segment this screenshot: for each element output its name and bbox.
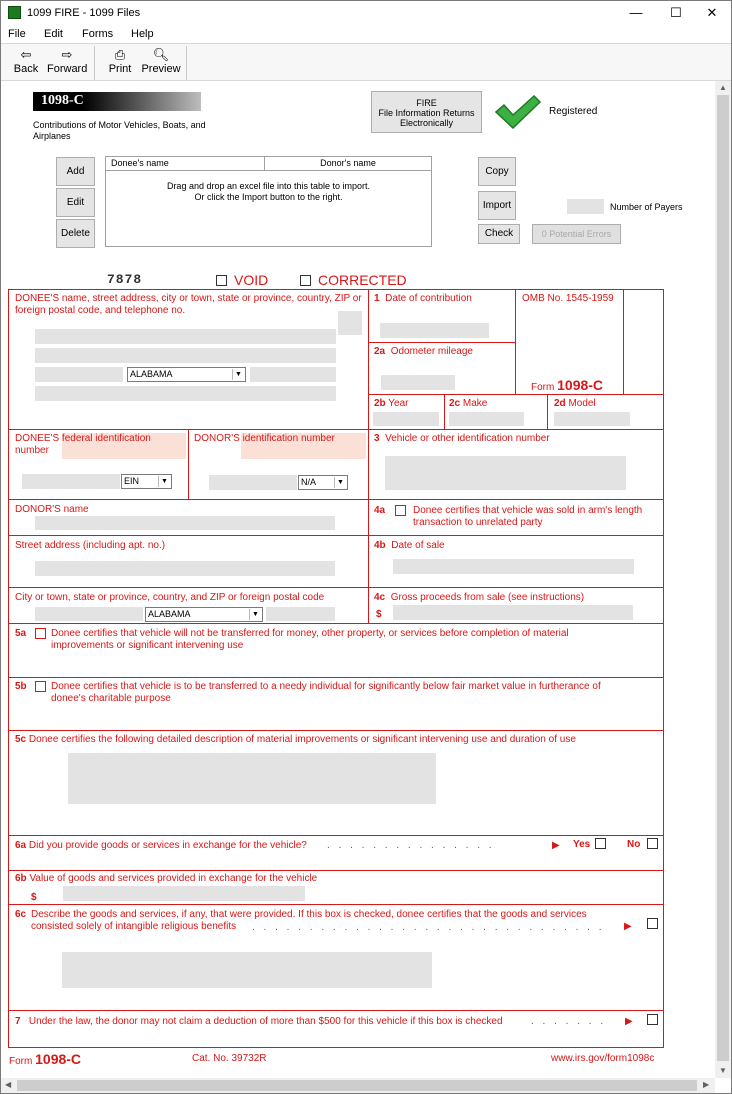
box6a-no-checkbox[interactable] — [647, 838, 658, 849]
form-divider — [8, 677, 664, 678]
form-divider — [8, 499, 664, 500]
street-address-label: Street address (including apt. no.) — [15, 540, 166, 551]
box4b-label — [374, 540, 445, 552]
box5b-text: Donee certifies that vehicle is to be transferred to a needy individual for significantly below fair market value in furtherance of donee's charitable purpose — [51, 681, 601, 704]
form-divider — [8, 1010, 664, 1011]
box5b-checkbox[interactable] — [35, 681, 46, 692]
box4c-dollar: $ — [376, 609, 382, 620]
box5b-number: 5b — [15, 681, 27, 692]
donor-name-input[interactable] — [35, 516, 335, 530]
corrected-checkbox[interactable] — [300, 275, 311, 286]
box5c-text: Donee certifies the following detailed description of material improvements or significant intervening use and duration of use — [28, 734, 576, 745]
date-of-sale-input[interactable] — [393, 559, 634, 574]
app-icon — [8, 6, 21, 19]
form-divider — [368, 289, 369, 588]
box6c-checkbox[interactable] — [647, 918, 658, 929]
form-divider — [8, 587, 664, 588]
printer-icon: ⎙ — [114, 47, 126, 62]
column-header-donee[interactable]: Donee's name — [106, 157, 265, 171]
preview-magnifier-icon: 🔍︎ — [152, 47, 170, 62]
box2d-text: Model — [568, 398, 596, 409]
void-checkbox[interactable] — [216, 275, 227, 286]
box5c-label — [15, 734, 576, 746]
vehicle-year-input[interactable] — [373, 412, 439, 426]
fire-button[interactable]: FIRE File Information Returns Electronically — [371, 91, 482, 133]
form-divider — [188, 429, 189, 500]
form-divider — [547, 394, 548, 430]
horizontal-scroll-thumb[interactable] — [17, 1080, 697, 1091]
donor-state-value: ALABAMA — [148, 609, 191, 619]
footer-form-label — [9, 1051, 81, 1067]
form-code: 7878 — [107, 272, 143, 287]
box2b-number: 2b — [374, 398, 386, 409]
form-divider — [623, 289, 624, 395]
box6a-leader-dots: . . . . . . . . . . . . . . . — [327, 840, 495, 851]
donor-zip-input[interactable] — [266, 607, 335, 621]
donee-zip-input[interactable] — [250, 367, 336, 382]
donee-tin-input[interactable] — [22, 474, 120, 489]
scroll-up-icon[interactable]: ▲ — [719, 83, 727, 92]
edit-button[interactable]: Edit — [56, 188, 95, 217]
preview-button[interactable] — [141, 47, 181, 79]
chevron-down-icon: ▼ — [158, 476, 170, 487]
box6a-number: 6a — [15, 840, 27, 851]
donee-name-input[interactable] — [35, 329, 336, 344]
scroll-left-icon[interactable]: ◀ — [5, 1080, 12, 1089]
tin-type-select[interactable] — [121, 474, 172, 489]
box6a-text: Did you provide goods or services in exchange for the vehicle? — [28, 840, 307, 851]
form-divider — [8, 623, 664, 624]
menu-file[interactable]: File — [8, 28, 26, 40]
goods-description-input[interactable] — [62, 952, 432, 988]
donee-lookup-button[interactable] — [338, 311, 362, 335]
table-import-hint: Drag and drop an excel file into this table to import. Or click the Import button to the right. — [166, 181, 371, 202]
back-button[interactable] — [9, 47, 43, 79]
box4a-number: 4a — [374, 505, 386, 516]
form-word: Form — [531, 382, 555, 393]
form-divider — [8, 535, 664, 536]
print-label: Print — [108, 63, 132, 75]
preview-label: Preview — [141, 63, 181, 75]
no-label: No — [627, 839, 641, 850]
box2b-text: Year — [388, 398, 409, 409]
back-arrow-icon: ⇦ — [20, 47, 32, 62]
corrected-label: CORRECTED — [318, 272, 407, 288]
date-of-contribution-input[interactable] — [380, 323, 489, 338]
arrow-right-icon: ▶ — [625, 1016, 633, 1027]
form-number-label — [531, 377, 603, 393]
chevron-down-icon: ▼ — [232, 369, 244, 380]
registered-checkmark-icon — [494, 94, 542, 130]
donor-id-type-value: N/A — [301, 477, 317, 487]
box4a-text: Donee certifies that vehicle was sold in arm's length transaction to unrelated party — [413, 505, 643, 528]
records-table[interactable] — [105, 156, 432, 247]
box7-label — [15, 1016, 503, 1028]
toolbar-separator — [186, 46, 187, 80]
donee-tin-label: DONEE'S federal identification number — [15, 433, 151, 456]
box6a-yes-checkbox[interactable] — [595, 838, 606, 849]
donee-address-input[interactable] — [35, 348, 336, 363]
menu-help[interactable]: Help — [131, 28, 154, 40]
form-divider — [8, 429, 664, 430]
box6a-label — [15, 840, 307, 852]
omb-number: OMB No. 1545-1959 — [522, 293, 614, 304]
form-type-tag: 1098-C — [33, 92, 201, 111]
box4b-number: 4b — [374, 540, 386, 551]
close-button[interactable]: ✕ — [706, 5, 718, 20]
vertical-scrollbar[interactable] — [715, 81, 731, 1078]
improvements-description-input[interactable] — [68, 753, 436, 804]
toolbar-separator — [94, 46, 95, 80]
box6b-text: Value of goods and services provided in exchange for the vehicle — [29, 873, 318, 884]
box1-text: Date of contribution — [385, 293, 472, 304]
box2c-text: Make — [462, 398, 488, 409]
gross-proceeds-input[interactable] — [393, 605, 633, 620]
box1-label — [374, 293, 472, 305]
footer-form-number: 1098-C — [35, 1051, 82, 1067]
donee-state-select[interactable] — [127, 367, 246, 382]
donor-id-type-select[interactable] — [298, 475, 348, 490]
donee-state-value: ALABAMA — [130, 369, 173, 379]
box5a-text: Donee certifies that vehicle will not be transferred for money, other property, or services before completion of material improvements or significant intervening use — [51, 628, 569, 651]
box3-number: 3 — [374, 433, 380, 444]
title-bar — [1, 1, 731, 25]
vertical-scroll-thumb[interactable] — [717, 95, 729, 1061]
box4b-text: Date of sale — [391, 540, 445, 551]
maximize-button[interactable]: ☐ — [670, 5, 682, 20]
box4a-checkbox[interactable] — [395, 505, 406, 516]
box7-number: 7 — [15, 1016, 21, 1027]
form-divider — [8, 870, 664, 871]
goods-value-input[interactable] — [63, 886, 305, 901]
add-button[interactable]: Add — [56, 157, 95, 186]
irs-url[interactable]: www.irs.gov/form1098c — [551, 1053, 655, 1064]
toolbar — [1, 43, 731, 81]
box2d-number: 2d — [554, 398, 566, 409]
box1-number: 1 — [374, 293, 380, 304]
chevron-down-icon: ▼ — [334, 477, 346, 488]
box2b-label — [374, 398, 409, 410]
box6b-dollar: $ — [31, 892, 37, 903]
form-divider — [368, 587, 369, 624]
box6c-text: Describe the goods and services, if any, that were provided. If this box is checked, donee certifies that the goods and services consisted solely of intangible religious benefits — [31, 909, 587, 932]
potential-errors-button[interactable]: 0 Potential Errors — [532, 224, 621, 244]
number-of-payers-label: Number of Payers — [610, 202, 683, 212]
form-divider — [8, 904, 664, 905]
donor-name-label: DONOR'S name — [15, 504, 89, 515]
catalog-number: Cat. No. 39732R — [192, 1053, 267, 1064]
minimize-button[interactable]: — — [629, 5, 643, 20]
box5a-number: 5a — [15, 628, 27, 639]
check-button[interactable]: Check — [478, 224, 520, 244]
form-number: 1098-C — [557, 377, 604, 393]
vehicle-model-input[interactable] — [554, 412, 630, 426]
donor-street-input[interactable] — [35, 561, 335, 576]
back-label: Back — [13, 63, 39, 75]
footer-form-word: Form — [9, 1056, 33, 1067]
number-of-payers-field — [567, 199, 604, 214]
tin-type-value: EIN — [124, 476, 140, 486]
donor-id-input[interactable] — [209, 475, 297, 490]
vehicle-make-input[interactable] — [449, 412, 524, 426]
box4c-number: 4c — [374, 592, 386, 603]
donor-state-select[interactable] — [145, 607, 263, 622]
form-description: Contributions of Motor Vehicles, Boats, and Airplanes — [33, 120, 206, 141]
odometer-mileage-input[interactable] — [381, 375, 455, 390]
vehicle-id-input[interactable] — [385, 456, 626, 490]
donee-city-input[interactable] — [35, 367, 123, 382]
box2c-label — [449, 398, 487, 410]
window-title: 1099 FIRE - 1099 Files — [27, 7, 141, 19]
box4c-text: Gross proceeds from sale (see instructions) — [390, 592, 585, 603]
box6c-leader-dots: . . . . . . . . . . . . . . . . . . . . . . . . . . . . . . . — [252, 922, 605, 933]
box2a-number: 2a — [374, 346, 386, 357]
arrow-right-icon: ▶ — [624, 921, 632, 932]
box5c-number: 5c — [15, 734, 27, 745]
form-divider — [368, 394, 664, 395]
import-button[interactable]: Import — [478, 191, 516, 220]
box6c-number: 6c — [15, 909, 27, 920]
chevron-down-icon: ▼ — [249, 609, 261, 620]
box5a-checkbox[interactable] — [35, 628, 46, 639]
delete-button[interactable]: Delete — [56, 219, 95, 248]
box6c-number-label — [15, 909, 26, 921]
forward-arrow-icon: ⇨ — [61, 47, 73, 62]
form-divider — [368, 342, 516, 343]
horizontal-scrollbar[interactable] — [1, 1078, 715, 1093]
menu-edit[interactable]: Edit — [44, 28, 63, 40]
forward-button[interactable] — [47, 47, 87, 79]
box2d-label — [554, 398, 596, 410]
box2a-label — [374, 346, 473, 358]
donor-id-label: DONOR'S identification number — [194, 433, 335, 444]
arrow-right-icon: ▶ — [552, 840, 560, 851]
scroll-right-icon[interactable]: ▶ — [703, 1080, 710, 1089]
form-divider — [8, 835, 664, 836]
donee-phone-input[interactable] — [35, 386, 336, 401]
form-divider — [444, 394, 445, 430]
form-divider — [8, 730, 664, 731]
copy-button[interactable]: Copy — [478, 157, 516, 186]
menu-bar — [1, 25, 731, 43]
box2a-text: Odometer mileage — [390, 346, 473, 357]
menu-forms[interactable]: Forms — [82, 28, 114, 40]
box2c-number: 2c — [449, 398, 461, 409]
box6b-label — [15, 873, 317, 885]
column-header-donor[interactable]: Donor's name — [265, 157, 431, 171]
donor-city-input[interactable] — [35, 607, 143, 621]
registered-status: Registered — [549, 106, 598, 117]
box7-checkbox[interactable] — [647, 1014, 658, 1025]
city-label: City or town, state or province, country, and ZIP or foreign postal code — [15, 592, 325, 603]
donee-name-label: DONEE'S name, street address, city or town, state or province, country, ZIP or foreign postal code, and telephone no. — [15, 293, 362, 316]
print-button[interactable] — [103, 47, 137, 79]
box3-label — [374, 433, 550, 445]
yes-label: Yes — [573, 839, 591, 850]
box4c-label — [374, 592, 584, 604]
box7-leader-dots: . . . . . . . — [531, 1016, 607, 1027]
void-label: VOID — [234, 272, 269, 288]
box7-text: Under the law, the donor may not claim a deduction of more than $500 for this vehicle if this box is checked — [28, 1016, 503, 1027]
scroll-down-icon[interactable]: ▼ — [719, 1066, 727, 1075]
forward-label: Forward — [47, 63, 88, 75]
box3-text: Vehicle or other identification number — [385, 433, 550, 444]
box6b-number: 6b — [15, 873, 27, 884]
